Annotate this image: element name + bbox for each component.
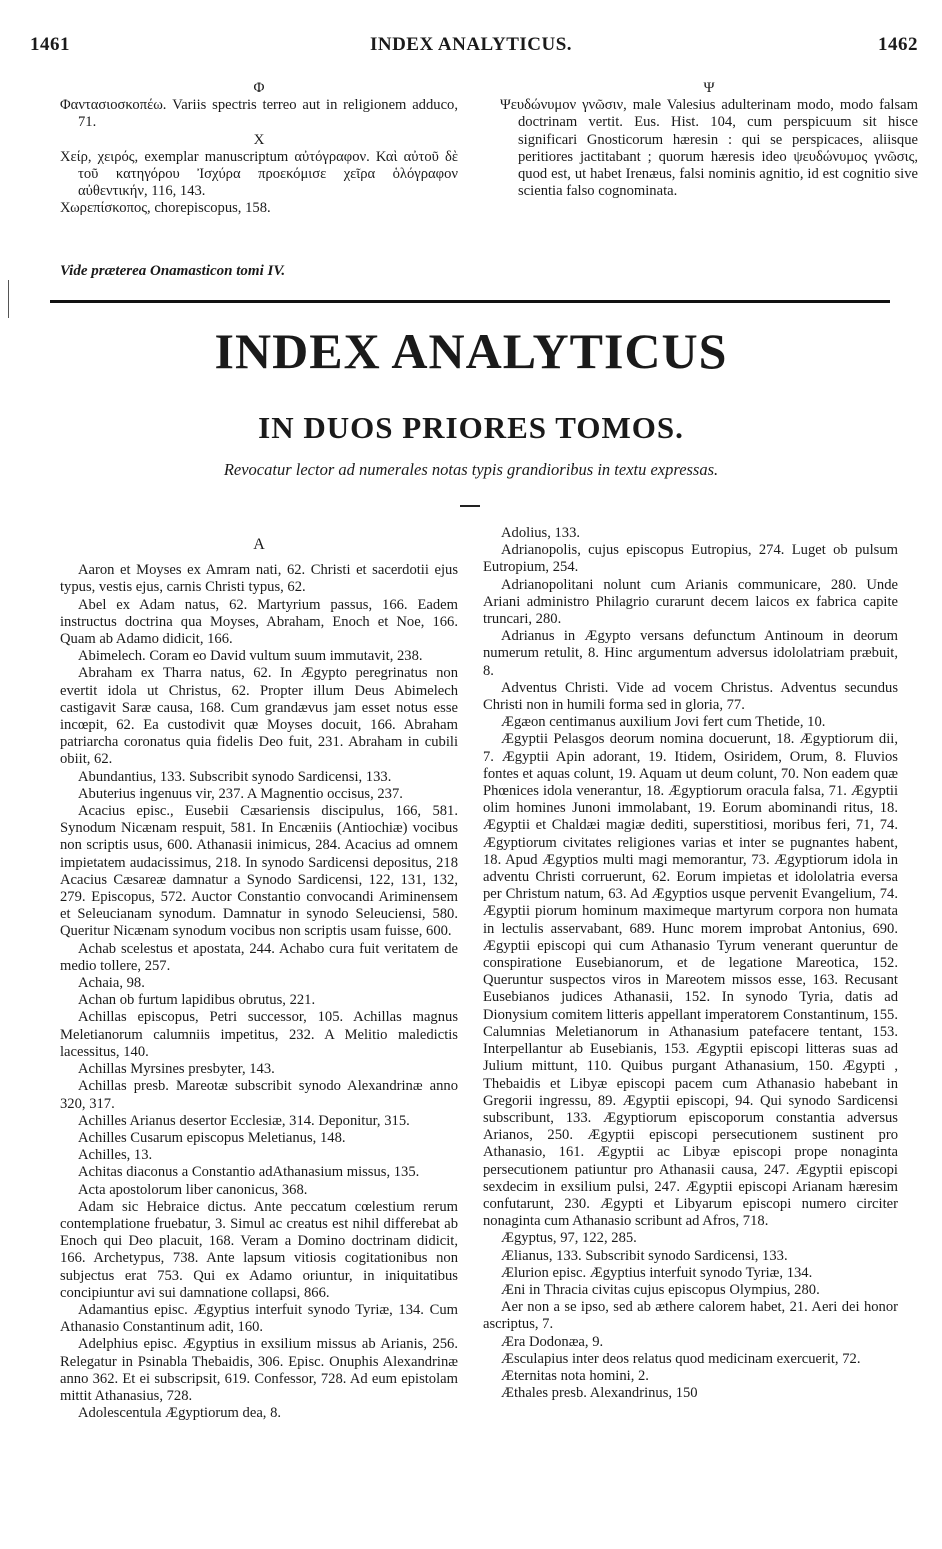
index-entry: Adrianopolis, cujus episcopus Eutropius, 274. Luget ob pulsum Eutropium, 254.: [483, 542, 898, 576]
index-entry: Acacius episc., Eusebii Cæsariensis discipulus, 166, 581. Synodum Nicænam respuit, 581. In Encæniis (Antiochiæ) vocibus non scriptis usus, 600. Athanasii inimicus, 284. Acacius ad omnem impietatem audacissimus, 218. In synodo Sardicensi depositus, 218 Acacius Cæsareæ damnatur a Synodo Sardicensi, 122, 131, 132, 279. Episcopus, 572. Auctor Constantio convocandi Ariminensem et Seleucianam synodum. Damnatur in synodo Seleuciensi, 580. Queritur Nicænam synodum vocibus non scriptis usam fuisse, 600.: [60, 803, 458, 940]
index-entry: Aer non a se ipso, sed ab æthere calorem habet, 21. Aeri dei honor ascriptus, 7.: [483, 1299, 898, 1333]
index-entry: Achab scelestus et apostata, 244. Achabo cura fuit veritatem de medio tollere, 257.: [60, 940, 458, 974]
main-title: INDEX ANALYTICUS: [214, 323, 728, 379]
index-entry: Achitas diaconus a Constantio adAthanasium missus, 135.: [78, 1164, 420, 1181]
running-title: INDEX ANALYTICUS.: [369, 34, 573, 55]
index-entry: Abel ex Adam natus, 62. Martyrium passus, 166. Eadem instructus doctrina qua Moyses, Abraham, Enoch et Noe, 166. Quam ab Adamo didicit, 166.: [60, 596, 458, 648]
index-entry: Æternitas nota homini, 2.: [501, 1367, 649, 1384]
section-letter-chi: X: [253, 131, 265, 148]
index-entry: Æra Dodonæa, 9.: [501, 1333, 604, 1350]
index-entry: Ægæon centimanus auxilium Jovi fert cum Thetide, 10.: [501, 714, 826, 731]
reader-note: Revocatur lector ad numerales notas typis grandioribus in textu expressas.: [223, 460, 719, 479]
subtitle: IN DUOS PRIORES TOMOS.: [258, 410, 684, 445]
index-entry: Χείρ, χειρός, exemplar manuscriptum αὐτόγραφον. Καὶ αὐτοῦ δὲ τοῦ κατηγόρου Ἰσχύρα προεκόμισε χεῖρα ὁλόγραφον αὐθεντικήν, 116, 143.: [60, 148, 458, 200]
index-entry: Achillas presb. Mareotæ subscribit synodo Alexandrinæ anno 320, 317.: [60, 1078, 458, 1112]
greek-index-left: [60, 80, 458, 218]
index-entry: Æni in Thracia civitas cujus episcopus Olympius, 280.: [501, 1281, 820, 1298]
index-entry: Abundantius, 133. Subscribit synodo Sardicensi, 133.: [78, 768, 392, 785]
index-entry: Φαντασιοσκοπέω. Variis spectris terreo aut in religionem adduco, 71.: [60, 97, 458, 131]
greek-index-right: [500, 80, 918, 200]
index-column-right: [483, 525, 898, 1402]
index-entry: Ælurion episc. Ægyptius interfuit synodo Tyriæ, 134.: [501, 1264, 813, 1281]
section-letter-psi: Ψ: [703, 80, 715, 96]
margin-line: [8, 280, 9, 318]
vide-note: Vide præterea Onamasticon tomi IV.: [60, 263, 286, 279]
index-entry: Achilles Arianus desertor Ecclesiæ, 314. Deponitur, 315.: [78, 1112, 410, 1129]
section-divider: [50, 300, 890, 303]
section-letter-a: A: [253, 536, 265, 553]
index-column-left: [60, 536, 458, 1422]
index-entry: Adelphius episc. Ægyptius in exsilium missus ab Arianis, 256. Relegatur in Psinabla Thebaidis, 306. Episc. Onuphis Alexandrinæ anno 362. Et ei subscripsit, 619. Confessor, 728. Ad eum epistolam mittit Athanasius, 728.: [60, 1336, 458, 1404]
index-entry: Adolius, 133.: [501, 525, 581, 541]
page-number-left: 1461: [30, 34, 70, 55]
index-entry: Ægyptii Pelasgos deorum nomina docuerunt, 18. Ægyptiorum dii, 7. Ægyptii Apin adorant, 19. Itidem, Osiridem, Orum, 8. Fluvios fontes et aquas colunt, 19. Aquam ut deum colunt, 70. Non eadem quæ Phœnices idola venerantur, 18. Ægyptiorum oracula falsa, 71. Ægyptii olim homines Junoni immolabant, 19. Eorum abominandi ritus, 18. Ægyptii et Chaldæi magiæ dediti, superstitiosi, moribus feri, 71, 74. Ægyptiorum civitates religiones varias et inter se pugnantes habent, 18. Apud Ægyptios multi magi memorantur, 73. Ægyptiorum idola in adventu Christi corruerunt, 62. Eorum impietas et idololatria eversa per Christum natum, 63. Ad Ægyptios usque pervenit Evangelium, 74. Ægyptii piorum hominum maximeque martyrum corpora non humata in lectulis asservabant, 689. Hunc morem improbat Antonius, 690. Ægyptii episcopi qui cum Athanasio Tyrum venerant queruntur de conspiratione Eusebianorum, et de legatione Mareotica, 152. Queruntur suspectos viros in Mareotem missos esse, 163. Recusant Eusebianos judices Athanasii, 152. In synodo Tyria, datis ad Dionysium comitem litteris appellant imperatorem Constantinum, 155. Calumnias Meletianorum in Athanasium patefacere tentant, 153. Interpellantur ab Eusebianis, 153. Ægyptii episcopi litteras suas ad Julium mittunt, 110. Quibus purgant Athanasium, 150. Ægypti , Thebaidis et Libyæ episcopi pacem cum Athanasio habebant in Gregorii ingressu, 89. Ægyptii episcopi, 94. Qui synodo Sardicensi subscribunt, 133. Ægyptiorum episcoporum constantia adversus Arianos, 250. Ægyptii episcopi persecutionem sustinent pro Athanasio, 161. Ægyptii ac Libyæ episcopi prope nonaginta persecutionem patiuntur pro Athanasii causa, 247. Ægyptii episcopi sexdecim in exsilium pulsi, 247. Ægyptii episcopi Arianam hæresim confutarunt, 230. Ægypti et Libyarum episcopi numero circiter nonaginta cum Athanasio scribunt ad Afros, 718.: [483, 731, 898, 1230]
index-entry: Acta apostolorum liber canonicus, 368.: [78, 1181, 308, 1198]
page-number-right: 1462: [878, 34, 918, 55]
short-dash: [460, 505, 480, 507]
index-entry: Aaron et Moyses ex Amram nati, 62. Christi et sacerdotii ejus typus, vestis ejus, carnis Christi typus, 62.: [60, 562, 458, 596]
index-entry: Adamantius episc. Ægyptius interfuit synodo Tyriæ, 134. Cum Athanasio Constantinum adit, 160.: [60, 1301, 458, 1336]
index-entry: Achillas Myrsines presbyter, 143.: [78, 1061, 275, 1078]
index-entry: Ælianus, 133. Subscribit synodo Sardicensi, 133.: [501, 1247, 788, 1264]
index-entry: Ægyptus, 97, 122, 285.: [501, 1230, 637, 1247]
index-entry: Adolescentula Ægyptiorum dea, 8.: [78, 1405, 282, 1422]
right-entries: [483, 525, 898, 1402]
index-entry: Abuterius ingenuus vir, 237. A Magnentio occisus, 237.: [78, 785, 403, 802]
index-entry: Χωρεπίσκοπος, chorepiscopus, 158.: [60, 200, 271, 217]
index-entry: Adrianus in Ægypto versans defunctum Antinoum in deorum numerum retulit, 8. Hinc argumentum adversus idololatriam præbuit, 8.: [483, 628, 898, 679]
left-entries: [60, 562, 458, 1422]
running-head: [0, 34, 942, 64]
index-entry: Abimelech. Coram eo David vultum suum immutavit, 238.: [78, 648, 423, 665]
index-entry: Achilles Cusarum episcopus Meletianus, 148.: [78, 1129, 346, 1146]
index-entry: Adventus Christi. Vide ad vocem Christus. Adventus secundus Christi non in humili forma sed in gloria, 77.: [483, 679, 898, 714]
index-entry: Achaia, 98.: [78, 975, 145, 992]
section-letter-phi: Φ: [253, 80, 265, 96]
index-entry: Achillas episcopus, Petri successor, 105. Achillas magnus Meletianorum calumniis impetitus, 232. A Melitio maledictis lacessitus, 140.: [60, 1009, 458, 1060]
index-entry: Achan ob furtum lapidibus obrutus, 221.: [78, 992, 316, 1009]
index-entry: Abraham ex Tharra natus, 62. In Ægypto peregrinatus non evertit idola ut Christus, 62. Propter illum Deus Abimelech castigavit Saræ causa, 168. Cum grandævus jam esset notus esse incœpit, 62. Ea custodivit quæ Moyses docuit, 166. Abraham patriarcha coronatus quia fidelis Deo fuit, 231. Abraham in cubili obiit, 62.: [60, 665, 458, 768]
index-entry: Achilles, 13.: [78, 1147, 153, 1164]
index-entry: Æsculapius inter deos relatus quod medicinam exercuerit, 72.: [501, 1350, 861, 1367]
index-entry: Adam sic Hebraice dictus. Ante peccatum cœlestium rerum contemplatione fruebatur, 3. Simul ac creatus est nihil differebat ab Enoch qui Deo placuit, 168. Veram a Domino doctrinam didicit, 166. Archetypus, 738. Ante lapsum vitiosis cogitationibus non subjectus erat 753. Qui ex Adamo oriuntur, in iniquitatibus concipiuntur avi sui damnatione collapsi, 866.: [60, 1198, 458, 1301]
index-entry: Ψευδώνυμον γνῶσιν, male Valesius adulterinam modo, modo falsam doctrinam vertit. Eus. Hist. 104, cum perspicuum sit hisce significari Gnosticorum hæresin : qui se perspicaces, aliisque peritiores jactitabant ; quorum hæresis ideo ψευδώνυμος γνῶσις, quod est, ut habet Irenæus, falsi nominis agnitio, id est cognitio sive scientia falso cognominata.: [500, 97, 918, 200]
index-entry: Æthales presb. Alexandrinus, 150: [501, 1385, 698, 1402]
index-entry: Adrianopolitani nolunt cum Arianis communicare, 280. Unde Ariani administro Philagrio curarunt decem laicos ex fabrica capite truncari, 280.: [483, 576, 898, 628]
